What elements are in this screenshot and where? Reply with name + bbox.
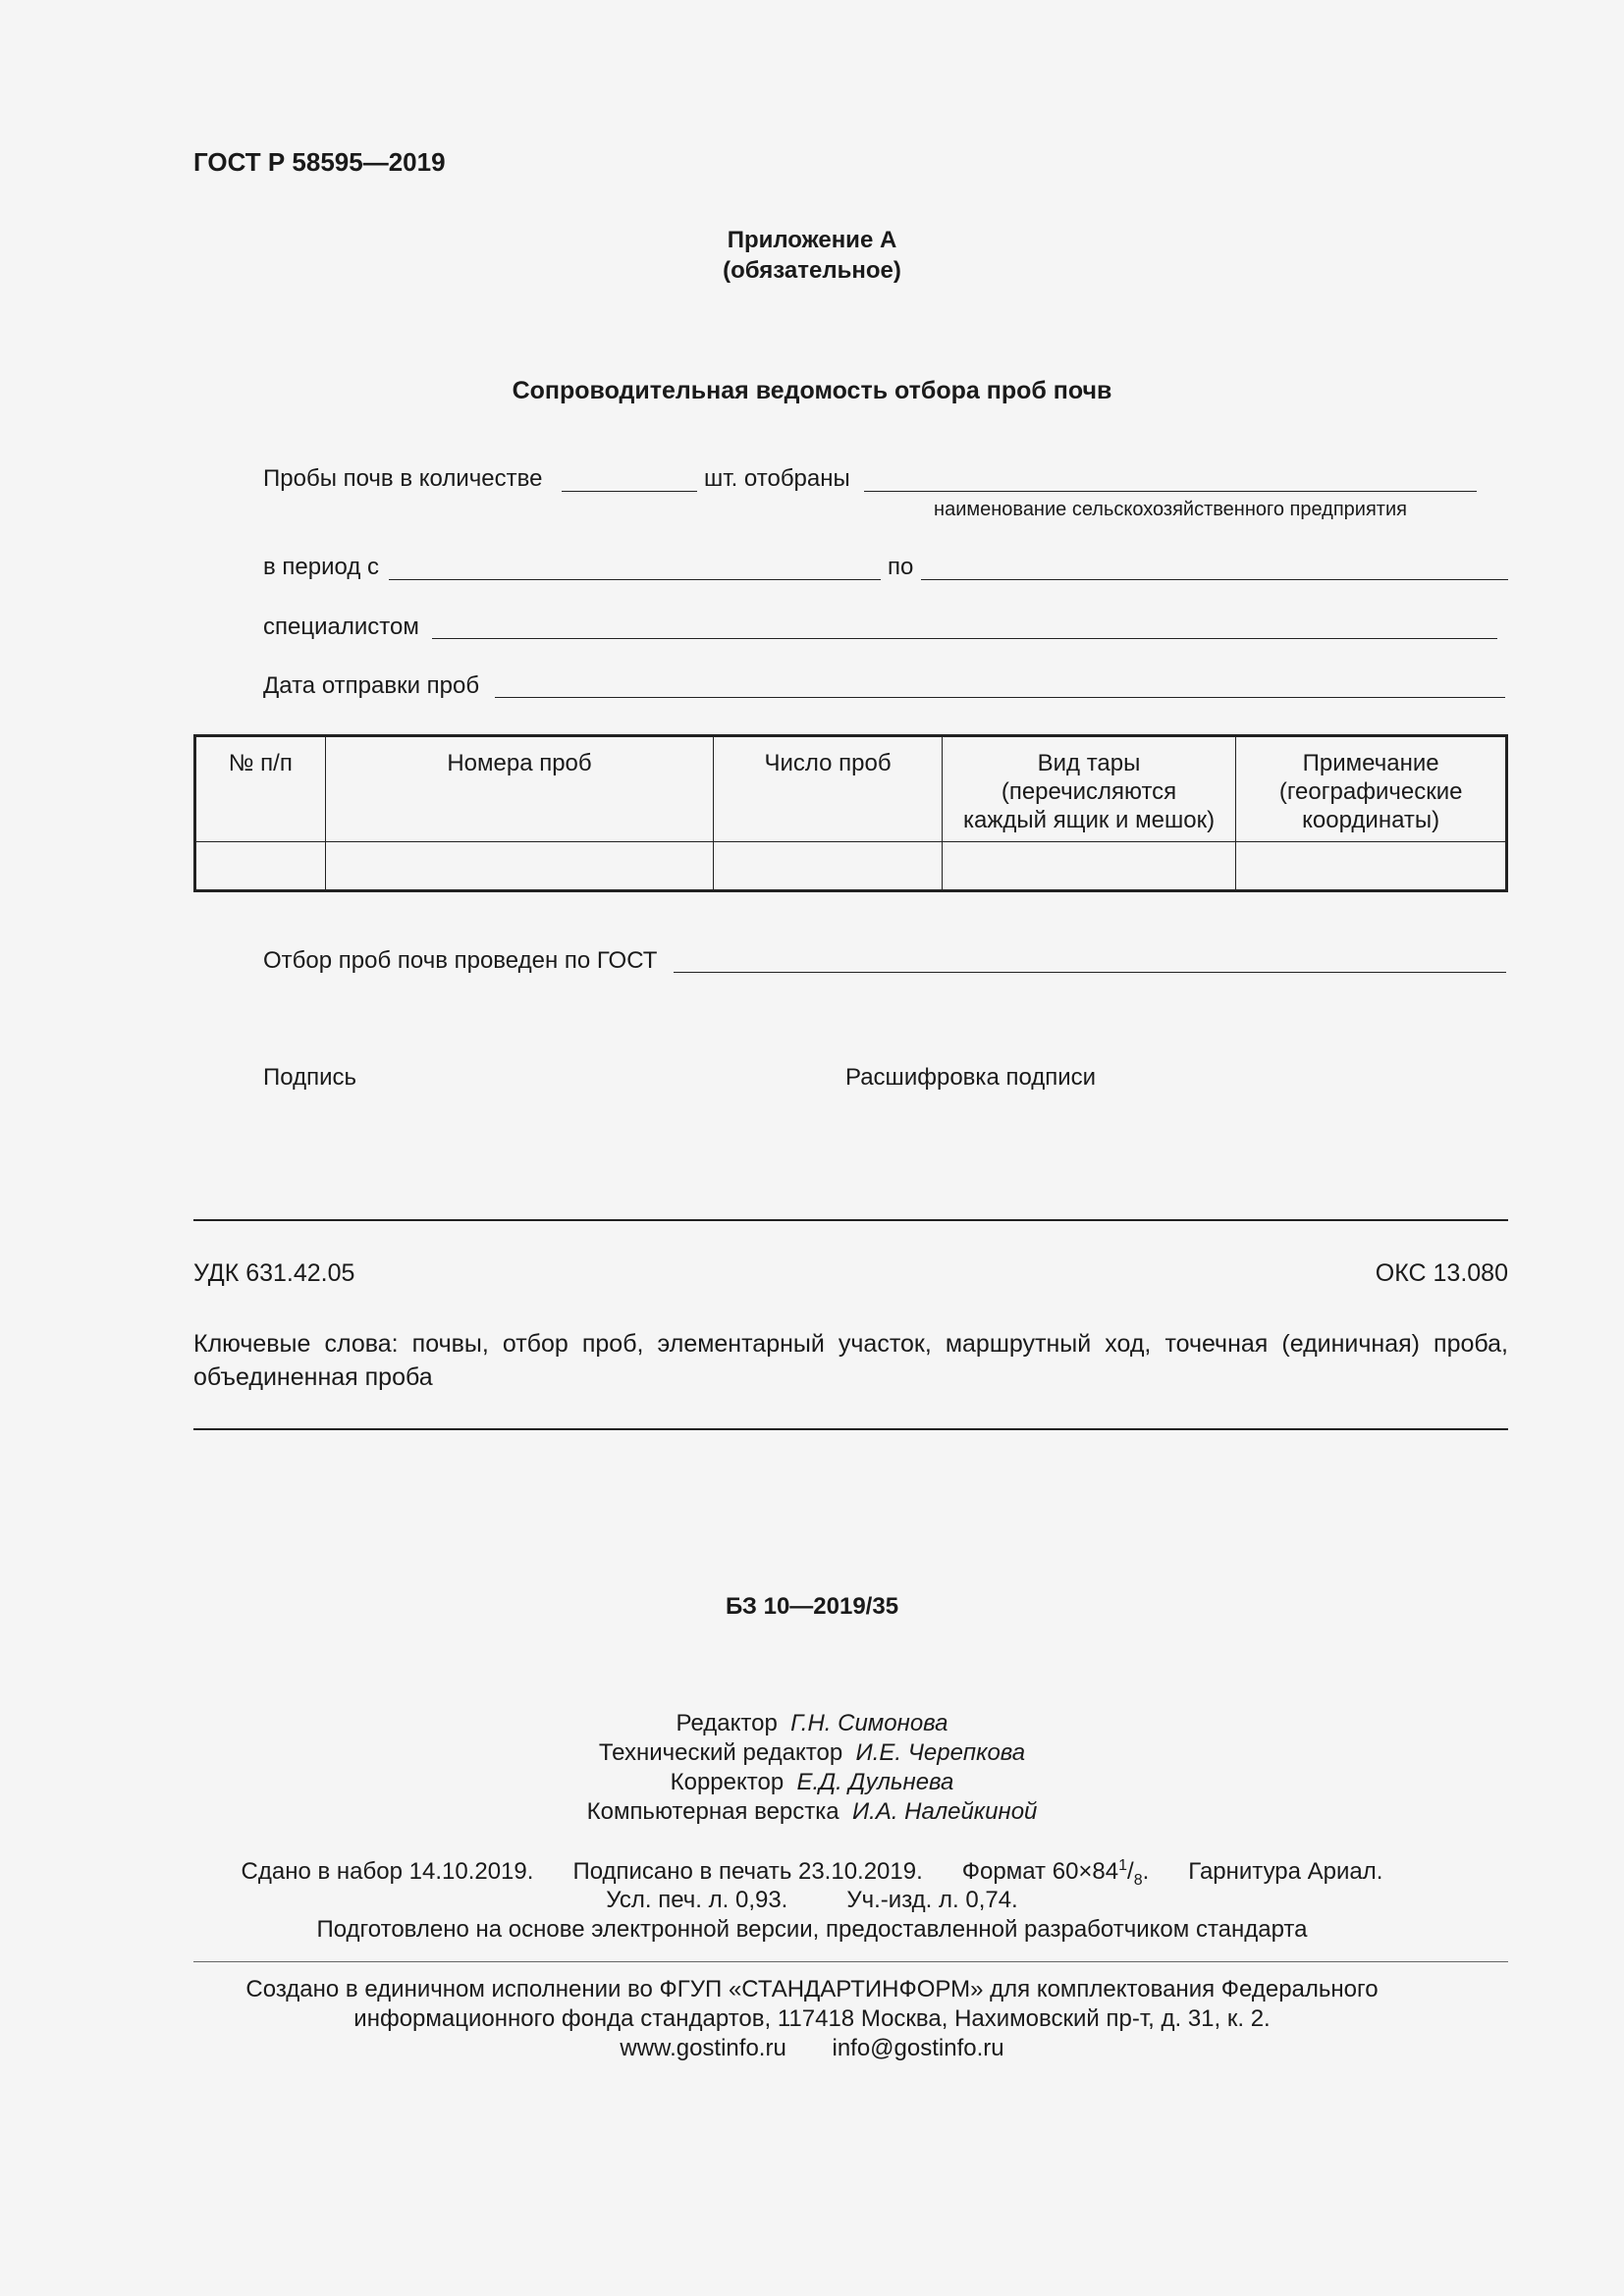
dispatch-date-field[interactable] bbox=[495, 697, 1505, 698]
gost-label: Отбор проб почв проведен по ГОСТ bbox=[263, 947, 658, 974]
table-cell[interactable] bbox=[942, 842, 1236, 891]
period-from-label: в период с bbox=[263, 554, 380, 580]
dispatch-date-label: Дата отправки проб bbox=[263, 672, 480, 699]
table-row bbox=[195, 842, 1507, 891]
period-from-field[interactable] bbox=[389, 579, 881, 580]
corrector-line: Корректор Е.Д. Дульнева bbox=[670, 1769, 954, 1795]
document-code: ГОСТ Р 58595—2019 bbox=[193, 147, 446, 177]
quantity-label: Пробы почв в количестве bbox=[263, 465, 543, 492]
specialist-field[interactable] bbox=[432, 638, 1497, 639]
layout-line: Компьютерная верстка И.А. Налейкиной bbox=[586, 1798, 1038, 1825]
editor-line: Редактор Г.Н. Симонова bbox=[676, 1710, 948, 1736]
enterprise-field[interactable] bbox=[864, 491, 1477, 492]
appendix-status: (обязательное) bbox=[723, 257, 901, 284]
sheets-line: Усл. печ. л. 0,93. Уч.-изд. л. 0,74. bbox=[606, 1887, 1018, 1913]
tech-editor-line: Технический редактор И.Е. Черепкова bbox=[598, 1739, 1026, 1766]
table-cell[interactable] bbox=[195, 842, 326, 891]
col-number-header: № п/п bbox=[195, 736, 326, 842]
signature-decoding-label: Расшифровка подписи bbox=[845, 1064, 1097, 1091]
period-to-field[interactable] bbox=[921, 579, 1508, 580]
form-title: Сопроводительная ведомость отбора проб почв bbox=[512, 377, 1112, 404]
created-line-1: Создано в единичном исполнении во ФГУП «СТАНДАРТИНФОРМ» для комплектования Федерального bbox=[245, 1976, 1379, 2002]
quantity-suffix-label: шт. отобраны bbox=[704, 465, 850, 492]
col-note-header: Примечание (географические координаты) bbox=[1236, 736, 1507, 842]
table-cell[interactable] bbox=[714, 842, 942, 891]
keywords: Ключевые слова: почвы, отбор проб, элементарный участок, маршрутный ход, точечная (единичная) проба, объединенная проба bbox=[193, 1330, 1508, 1391]
prepared-note: Подготовлено на основе электронной версии, предоставленной разработчиком стандарта bbox=[316, 1916, 1308, 1943]
col-sample-numbers-header: Номера проб bbox=[325, 736, 714, 842]
oks-code: ОКС 13.080 bbox=[1375, 1259, 1508, 1287]
appendix-title: Приложение А bbox=[727, 227, 897, 253]
samples-table bbox=[193, 734, 1508, 892]
udk-code: УДК 631.42.05 bbox=[193, 1259, 355, 1287]
table-header-row bbox=[195, 736, 1507, 842]
format-value: Формат $60\times 84^1/_8$. bbox=[961, 1857, 1150, 1889]
table-cell[interactable] bbox=[1236, 842, 1507, 891]
divider bbox=[193, 1961, 1508, 1962]
print-details-line: Сдано в набор 14.10.2019. Подписано в печать 23.10.2019. Формат $60\times 84^1/_8$. Гарнитура Ариал. bbox=[241, 1857, 1383, 1889]
period-to-label: по bbox=[888, 554, 914, 580]
col-sample-count-header: Число проб bbox=[714, 736, 942, 842]
quantity-field[interactable] bbox=[562, 491, 697, 492]
enterprise-caption: наименование сельскохозяйственного предприятия bbox=[934, 499, 1407, 520]
table-cell[interactable] bbox=[325, 842, 714, 891]
email-link[interactable]: info@gostinfo.ru bbox=[832, 2035, 1004, 2061]
created-line-2: информационного фонда стандартов, 117418 Москва, Нахимовский пр-т, д. 31, к. 2. bbox=[353, 2005, 1271, 2032]
divider bbox=[193, 1428, 1508, 1430]
website-link[interactable]: www.gostinfo.ru bbox=[620, 2035, 786, 2061]
divider bbox=[193, 1219, 1508, 1221]
contacts-line bbox=[0, 2035, 1624, 2062]
signature-label: Подпись bbox=[263, 1064, 356, 1091]
col-container-type-header: Вид тары (перечисляются каждый ящик и мешок) bbox=[942, 736, 1236, 842]
bz-number: БЗ 10—2019/35 bbox=[725, 1593, 899, 1620]
specialist-label: специалистом bbox=[263, 614, 419, 640]
gost-field[interactable] bbox=[674, 972, 1506, 973]
